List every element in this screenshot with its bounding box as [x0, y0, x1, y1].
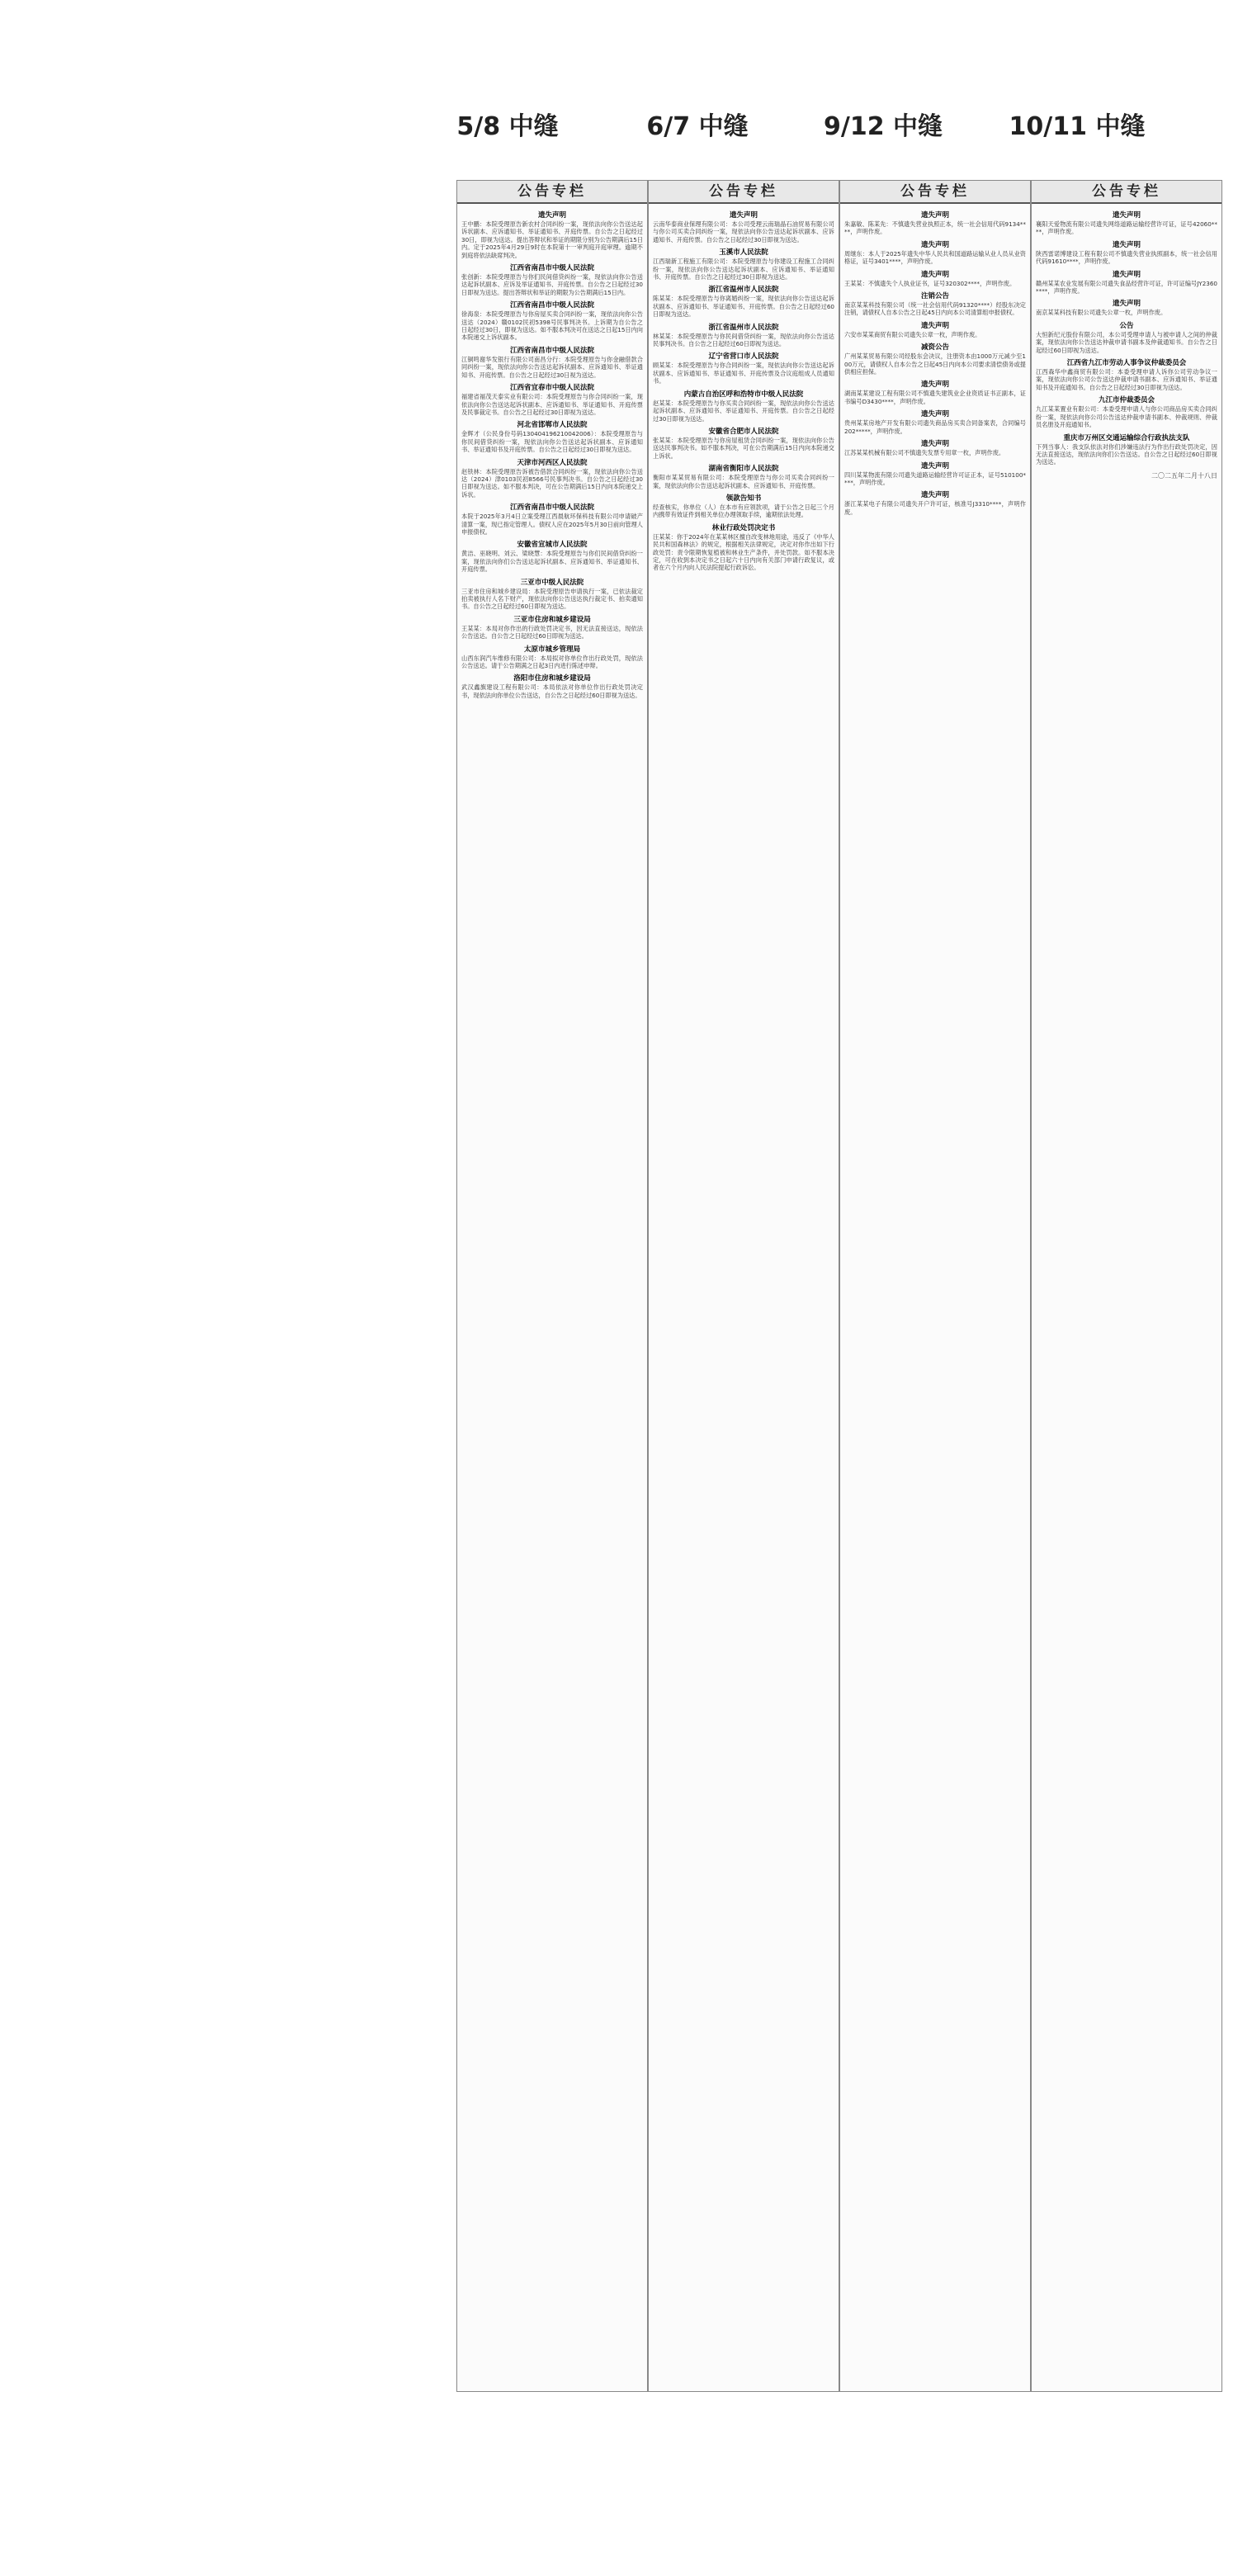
notice-title: 内蒙古自治区呼和浩特市中级人民法院 [683, 390, 804, 399]
notice-item [461, 502, 643, 536]
notice-text: 经查核实，你单位（人）在本市有应领款项，请于公告之日起三个月内携带有效证件到相关单位办理领取手续，逾期依法处理。 [653, 503, 834, 519]
notice-title: 江西省宜春市中级人民法院 [509, 384, 594, 393]
notice-title: 江西省南昌市中级人民法院 [509, 503, 594, 513]
notice-title: 公告 [1119, 321, 1134, 330]
notice-text: 金辉才（公民身份号码130404196210042006）：本院受理原告与你民间借贷纠纷一案，现依法向你公告送达起诉状副本、应诉通知书、举证通知书及开庭传票。自公告之日起经过30日即视为送达。 [461, 430, 643, 454]
notice-title: 玉溪市人民法院 [719, 248, 768, 258]
notice-item [1036, 298, 1217, 316]
notice-item [461, 300, 643, 342]
column-header-2: 6/7 中缝 [646, 112, 749, 141]
notice-item [461, 614, 643, 640]
notice-title: 领款告知书 [725, 494, 762, 503]
notice-item [1036, 432, 1217, 466]
notice-text: 广州某某贸易有限公司经股东会决议，注册资本由1000万元减少至100万元，请债权人自本公告之日起45日内向本公司要求清偿债务或提供相应担保。 [844, 352, 1026, 376]
notice-item [1036, 269, 1217, 295]
notice-title: 三亚市中级人民法院 [520, 578, 584, 587]
notice-text: 江铜鸣谢华发银行有限公司南昌分行：本院受理原告与你金融借款合同纠纷一案，现依法向你公告送达起诉状副本、应诉通知书、举证通知书、开庭传票。自公告之日起经过30日视为送达。 [461, 355, 643, 379]
notice-text: 六安市某某商贸有限公司遗失公章一枚，声明作废。 [844, 330, 981, 338]
notice-title: 湖南省衡阳市人民法院 [708, 465, 779, 474]
notice-column-3 [839, 180, 1031, 2392]
notice-item [653, 322, 834, 348]
notice-title: 浙江省温州市人民法院 [708, 286, 779, 295]
notice-item [461, 262, 643, 296]
notice-item [461, 382, 643, 416]
notice-column-4 [1031, 180, 1222, 2392]
notice-text: 云南华泰商业保理有限公司：本公司受理云南瑞晶石油贸易有限公司与你公司买卖合同纠纷一案，现依法向你公告送达起诉状副本、应诉通知书、开庭传票。自公告之日起经过30日即视为送达。 [653, 220, 834, 243]
notice-item [844, 438, 1026, 456]
notice-text: 三亚市住房和城乡建设局：本院受理原告申请执行一案，已依法裁定拍卖被执行人名下财产，现依法向你公告送达执行裁定书、拍卖通知书。自公告之日起经过60日即视为送达。 [461, 587, 643, 611]
notice-title: 遗失声明 [920, 321, 949, 330]
notice-text: 南京某某科技有限公司（统一社会信用代码91320****）经股东决定注销，请债权人自本公告之日起45日内向本公司清算组申报债权。 [844, 301, 1026, 317]
notice-title: 遗失声明 [1112, 270, 1141, 279]
notice-title: 重庆市万州区交通运输综合行政执法支队 [1063, 433, 1190, 442]
notice-text: 周继东：本人于2025年遗失中华人民共和国道路运输从业人员从业资格证，证号3401****，声明作废。 [844, 249, 1026, 266]
notice-title: 林业行政处罚决定书 [711, 523, 776, 532]
notice-title: 注销公告 [920, 292, 949, 301]
notice-text: 江西森华中鑫商贸有限公司：本委受理申请人诉你公司劳动争议一案，现依法向你公司公告送达仲裁申请书副本、应诉通知书、举证通知书及开庭通知书。自公告之日起经过30日即视为送达。 [1036, 368, 1217, 391]
notice-text: 王某某：不慎遗失个人执业证书，证号320302****，声明作废。 [844, 279, 1016, 287]
notice-title: 洛阳市住房和城乡建设局 [513, 674, 591, 683]
notice-text: 浙江某某电子有限公司遗失开户许可证，核准号J3310****，声明作废。 [844, 500, 1026, 516]
column-body [1032, 204, 1221, 484]
notice-text: 武汉鑫旗建设工程有限公司：本局依法对你单位作出行政处罚决定书，现依法向你单位公告送达，自公告之日起经过60日即视为送达。 [461, 683, 643, 699]
notice-text: 襄阳天爱物流有限公司遗失网络道路运输经营许可证，证号42060****，声明作废。 [1036, 220, 1217, 236]
notice-item [653, 210, 834, 243]
notice-title: 三亚市住房和城乡建设局 [513, 615, 591, 624]
notice-title: 遗失声明 [920, 440, 949, 449]
notice-item [1036, 210, 1217, 236]
notice-text: 衡阳市某某贸易有限公司：本院受理原告与你公司买卖合同纠纷一案，现依法向你公告送达起诉状副本、应诉通知书、开庭传票。 [653, 474, 834, 489]
notice-title: 安徽省宣城市人民法院 [517, 541, 588, 550]
notice-item [1036, 357, 1217, 391]
notice-title: 遗失声明 [537, 211, 566, 220]
notice-item [653, 247, 834, 281]
column-title: 公告专栏 [457, 181, 647, 204]
notice-title: 遗失声明 [920, 211, 949, 220]
notice-title: 辽宁省营口市人民法院 [708, 352, 779, 362]
notice-title: 天津市河西区人民法院 [517, 458, 588, 467]
notice-title: 减资公告 [920, 343, 949, 352]
notice-text: 赵某某：本院受理原告与你买卖合同纠纷一案，现依法向你公告送达起诉状副本、应诉通知书、举证通知书、开庭传票。自公告之日起经过30日即视为送达。 [653, 399, 834, 423]
column-header-4: 10/11 中缝 [1009, 112, 1146, 141]
notice-text: 贵州某某房地产开发有限公司遗失商品房买卖合同备案表，合同编号202*****，声明作废。 [844, 419, 1026, 435]
notice-text: 王某某：本局对你作出的行政处罚决定书，因无法直接送达，现依法公告送达。自公告之日起经过60日即视为送达。 [461, 624, 643, 640]
column-body [840, 204, 1030, 522]
notice-text: 大恒新纪元股份有限公司，本公司受理申请人与被申请人之间的仲裁案，现依法向你公告送达仲裁申请书副本及仲裁通知书。自公告之日起经过60日即视为送达。 [1036, 330, 1217, 354]
notice-title: 遗失声明 [920, 380, 949, 390]
notice-item [653, 493, 834, 519]
column-title: 公告专栏 [840, 181, 1030, 204]
notice-title: 遗失声明 [920, 461, 949, 470]
notice-item [844, 461, 1026, 487]
notice-title: 江西省南昌市中级人民法院 [509, 264, 594, 273]
notice-item [1036, 320, 1217, 354]
notice-item [844, 291, 1026, 317]
notice-title: 遗失声明 [920, 240, 949, 249]
notice-text: 徐海泉：本院受理原告与你房屋买卖合同纠纷一案，现依法向你公告送达（2024）赣0102民初5398号民事判决书。上诉期为自公告之日起经过30日，即视为送达。如不服本判决可在送达之日起15日内向本院递交上诉状副本。 [461, 310, 643, 342]
notice-item [844, 320, 1026, 338]
column-title: 公告专栏 [649, 181, 839, 204]
notice-text: 朱嘉敏、陈某先：不慎遗失营业执照正本，统一社会信用代码9134****，声明作废。 [844, 220, 1026, 236]
notice-item [653, 351, 834, 385]
notice-item [653, 463, 834, 489]
notice-title: 遗失声明 [1112, 211, 1141, 220]
notice-text: 顾某某：本院受理原告与你合同纠纷一案，现依法向你公告送达起诉状副本、应诉通知书、举证通知书、开庭传票及合议庭组成人员通知书。 [653, 362, 834, 385]
notice-title: 河北省邯郸市人民法院 [517, 421, 588, 430]
notice-title: 安徽省合肥市人民法院 [708, 427, 779, 436]
notice-text: 赣州某某农业发展有限公司遗失食品经营许可证，许可证编号JY2360****，声明作废。 [1036, 279, 1217, 295]
notice-text: 湖南某某建设工程有限公司不慎遗失建筑业企业资质证书正副本，证书编号D3430****，声明作废。 [844, 390, 1026, 405]
notice-text: 汪某某：你于2024年在某某林区擅自改变林地用途，违反了《中华人民共和国森林法》的规定，根据相关法律规定，决定对你作出如下行政处罚：责令限期恢复植被和林业生产条件，并处罚款。如不服本决定，可在收到本决定书之日起六十日内向有关部门申请行政复议，或者在六个月内向人民法院提起行政诉讼。 [653, 532, 834, 572]
notice-title: 江西省南昌市中级人民法院 [509, 301, 594, 310]
notice-item [844, 269, 1026, 287]
notice-item [1036, 239, 1217, 266]
notice-title: 太原市城乡管理局 [523, 645, 580, 654]
column-header-3: 9/12 中缝 [823, 112, 943, 141]
notice-text: 张创新：本院受理原告与你们民间借贷纠纷一案，现依法向你公告送达起诉状副本、应诉及举证通知书、开庭传票。自公告之日起经过30日即视为送达。提出答辩状和举证的期限为公告期满后15日内。 [461, 273, 643, 296]
notice-item [461, 457, 643, 499]
notice-item [461, 539, 643, 573]
notice-item [1036, 395, 1217, 428]
notice-title: 江西省南昌市中级人民法院 [509, 346, 594, 355]
notice-text: 福建省福茂天泰实业有限公司：本院受理原告与你合同纠纷一案，现依法向你公告送达起诉状副本、应诉通知书、举证通知书、开庭传票及民事裁定书。自公告之日起经过30日即视为送达。 [461, 393, 643, 416]
notice-text: 陈某某：本院受理原告与你离婚纠纷一案，现依法向你公告送达起诉状副本、应诉通知书、举证通知书、开庭传票。自公告之日起经过60日即视为送达。 [653, 295, 834, 319]
notice-text: 山西东润汽车维修有限公司：本局拟对你单位作出行政处罚，现依法公告送达。请于公告期满之日起3日内进行陈述申辩。 [461, 654, 643, 670]
notice-title: 遗失声明 [1112, 240, 1141, 249]
notice-item [653, 389, 834, 423]
column-header-1: 5/8 中缝 [456, 112, 559, 141]
notice-text: 江西瑞新工程施工有限公司：本院受理原告与你建设工程施工合同纠纷一案，现依法向你公告送达起诉状副本、应诉通知书、举证通知书、开庭传票。自公告之日起经过30日即视为送达。 [653, 258, 834, 281]
notice-item [461, 345, 643, 379]
notice-item [844, 239, 1026, 266]
notice-column-2 [648, 180, 839, 2392]
notice-title: 九江市仲裁委员会 [1098, 396, 1155, 405]
notice-text: 张某某：本院受理原告与你房屋租赁合同纠纷一案，现依法向你公告送达民事判决书。如不服本判决，可在公告期满后15日内向本院递交上诉状。 [653, 436, 834, 460]
notice-text: 四川某某物流有限公司遗失道路运输经营许可证正本，证号510100****，声明作废。 [844, 470, 1026, 486]
notice-column-1 [456, 180, 648, 2392]
notice-text: 黄洁、巫晓明、刘云、梁晓慧：本院受理原告与你们民间借贷纠纷一案，现依法向你们公告送达起诉状副本、应诉通知书、举证通知书、开庭传票。 [461, 550, 643, 574]
notice-text: 九江某某置业有限公司：本委受理申请人与你公司商品房买卖合同纠纷一案，现依法向你公司公告送达仲裁申请书副本、仲裁规则、仲裁员名册及开庭通知书。 [1036, 405, 1217, 429]
notice-text: 江苏某某机械有限公司不慎遗失发票专用章一枚，声明作废。 [844, 449, 1005, 457]
notice-item [461, 419, 643, 453]
notice-item [844, 210, 1026, 236]
notice-date: 二〇二五年二月十八日 [1151, 471, 1217, 480]
notice-item [653, 426, 834, 460]
notice-title: 遗失声明 [920, 410, 949, 419]
column-title: 公告专栏 [1032, 181, 1221, 204]
notice-item [844, 379, 1026, 405]
notice-title: 江西省九江市劳动人事争议仲裁委员会 [1066, 359, 1187, 368]
notice-item [844, 409, 1026, 435]
notice-title: 浙江省温州市人民法院 [708, 323, 779, 332]
notice-item [653, 522, 834, 572]
column-body [457, 204, 647, 706]
notice-item [461, 644, 643, 670]
notice-title: 遗失声明 [729, 211, 758, 220]
notice-title: 遗失声明 [1112, 300, 1141, 309]
notice-text: 赵铁林：本院受理原告诉被告借款合同纠纷一案，现依法向你公告送达（2024）津0103民初8566号民事判决书。自公告之日起经过30日即视为送达。如不服本判决，可在公告期满后15日内向本院递交上诉状。 [461, 467, 643, 499]
notice-text: 本院于2025年3月4日立案受理江西晨航环保科技有限公司申请破产清算一案，现已指定管理人。债权人应在2025年5月30日前向管理人申报债权。 [461, 513, 643, 536]
notice-text: 下列当事人：我支队依法对你们涉嫌违法行为作出行政处罚决定，因无法直接送达，现依法向你们公告送达。自公告之日起经过60日即视为送达。 [1036, 442, 1217, 466]
column-body [649, 204, 839, 579]
notice-item [653, 284, 834, 318]
notice-item [844, 489, 1026, 516]
notice-text: 南京某某科技有限公司遗失公章一枚，声明作废。 [1036, 309, 1167, 317]
notice-item [461, 673, 643, 699]
notice-item [461, 210, 643, 259]
notice-title: 遗失声明 [920, 270, 949, 279]
notice-title: 遗失声明 [920, 491, 949, 500]
notice-item [461, 577, 643, 611]
notice-text: 王中鹏：本院受理原告新农村合同纠纷一案，现依法向你公告送达起诉状副本、应诉通知书、举证通知书、开庭传票。自公告之日起经过30日，即视为送达。提出答辩状和举证的期限分别为公告期满后15日内。定于2025年4月29日9时在本院第十一审判庭开庭审理。逾期不到庭将依法缺席判决。 [461, 220, 643, 259]
notice-item [844, 342, 1026, 376]
notice-text: 林某某：本院受理原告与你民间借贷纠纷一案，现依法向你公告送达民事判决书。自公告之日起经过60日即视为送达。 [653, 332, 834, 348]
notice-text: 陕西雷诺博建设工程有限公司不慎遗失营业执照副本，统一社会信用代码91610****，声明作废。 [1036, 249, 1217, 266]
